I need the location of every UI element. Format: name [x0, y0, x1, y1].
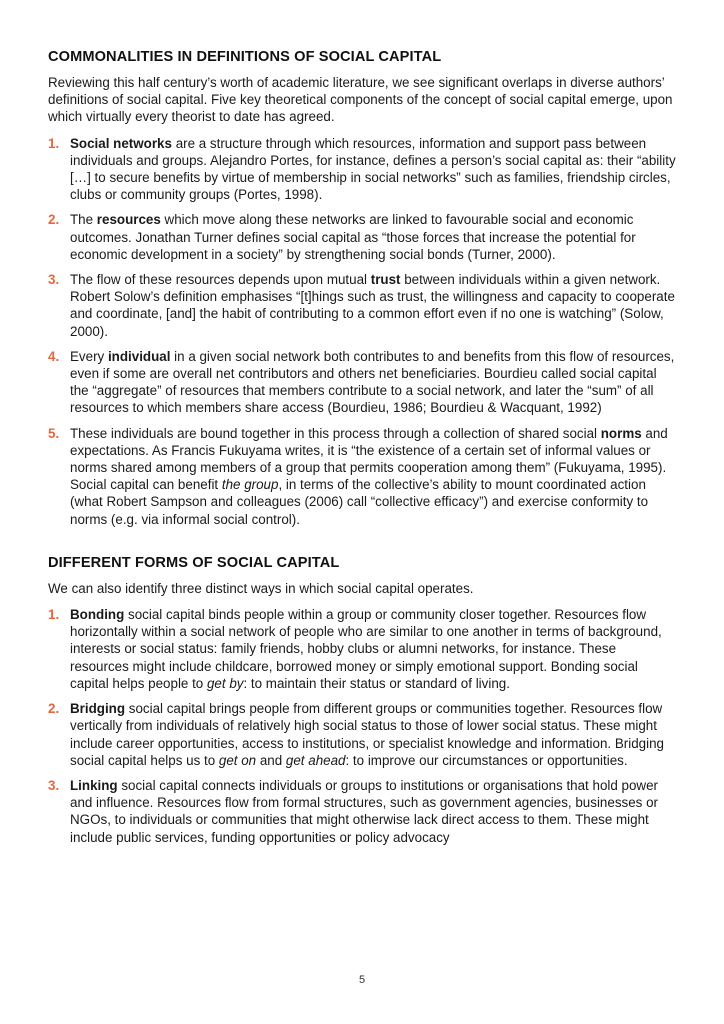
list-item: 3. Linking social capital connects individuals or groups to institutions or organisations that hold power and influence. Resources flow from formal structures, such as government agencies, businesses or NGOs, to individuals or communities that might otherwise lack direct access to them. These might include public services, funding opportunities or policy advocacy — [48, 777, 659, 845]
list-item: 4. Every individual in a given social network both contributes to and benefits from this flow of resources, even if some are overall net contributors and others net beneficiaries. Bourdieu called social capital the “aggregate” of resources that members contribute to a social network, and later the “sum” of all resources to which members share access (Bourdieu, 1986; Bourdieu & Wacquant, 1992) — [48, 348, 675, 416]
key-term: individual — [107, 348, 171, 364]
list-number: 5. — [48, 425, 60, 441]
list-number: 2. — [48, 701, 60, 717]
list-number: 4. — [48, 348, 60, 364]
list-number: 1. — [48, 607, 60, 623]
list-item: 1. Social networks are a structure through which resources, information and support pass between individuals and groups. Alejandro Portes, for instance, defines a person’s social capital as: their “ability […] to secure benefits by virtue of membership in social networks” such as families, friendship circles, clubs or community groups (Portes, 1998). — [48, 135, 676, 203]
forms-list — [48, 606, 678, 846]
list-number: 1. — [48, 135, 60, 151]
list-item: 5. These individuals are bound together in this process through a collection of shared social norms and expectations. As Francis Fukuyama writes, it is “the existence of a certain set of informal values or norms shared among members of a group that permits cooperation among them” (Fukuyama, 1995). Social capital can benefit the group, in terms of the collective’s ability to mount coordinated action (what Robert Sampson and colleagues (2006) call “collective efficacy”) and exercise conformity to norms (e.g. via informal social control). — [48, 425, 668, 527]
list-item: 1. Bonding social capital binds people within a group or community closer together. Resources flow horizontally within a social network of people who are similar to one another in terms of background, interests or social status: family friends, hobby clubs or alumni networks, for instance. These resources might include childcare, borrowed money or simply emotional support. Bonding social capital helps people to get by: to maintain their status or standard of living. — [48, 607, 662, 691]
list-number: 2. — [48, 212, 60, 228]
list-item: 2. The resources which move along these networks are linked to favourable social and economic outcomes. Jonathan Turner defines social capital as “those forces that increase the potential for economic development in a society” by strengthening social bonds (Turner, 2000). — [48, 212, 636, 262]
list-item: 3. The flow of these resources depends upon mutual trust between individuals within a given network. Robert Solow’s definition emphasises “[t]hings such as trust, the willingness and capacity to cooperate and coordinate, [and] the habit of contributing to a common effort even if no one is watching” (Solow, 2000). — [48, 272, 675, 339]
list-item: 2. Bridging social capital brings people from different groups or communities together. Resources flow vertically from individuals of relatively high social status to those of lower social status. These might include career opportunities, access to institutions, or specialist knowledge and information. Bridging social capital helps us to get on and get ahead: to improve our circumstances or opportunities. — [48, 701, 664, 768]
key-term: Bonding — [70, 607, 125, 623]
key-term: resources — [96, 212, 161, 228]
key-term: norms — [600, 425, 642, 441]
key-term: trust — [370, 272, 401, 288]
section-heading-commonalities: COMMONALITIES IN DEFINITIONS OF SOCIAL CAPITAL — [48, 49, 442, 65]
section-intro: We can also identify three distinct ways in which social capital operates. — [48, 580, 474, 596]
list-number: 3. — [48, 272, 60, 288]
components-list — [48, 135, 678, 528]
section-intro: Reviewing this half century’s worth of academic literature, we see significant overlaps in diverse authors’ definitions of social capital. Five key theoretical components of the concept of social capital emerge, upon which virtually every theorist to date has agreed. — [48, 75, 673, 125]
key-term: Bridging — [70, 701, 126, 717]
page-number: 5 — [358, 974, 366, 986]
list-number: 3. — [48, 777, 60, 793]
section-different-forms — [48, 554, 678, 846]
key-term: Linking — [70, 777, 118, 793]
section-heading-forms: DIFFERENT FORMS OF SOCIAL CAPITAL — [48, 554, 340, 571]
key-term: Social networks — [70, 135, 172, 151]
